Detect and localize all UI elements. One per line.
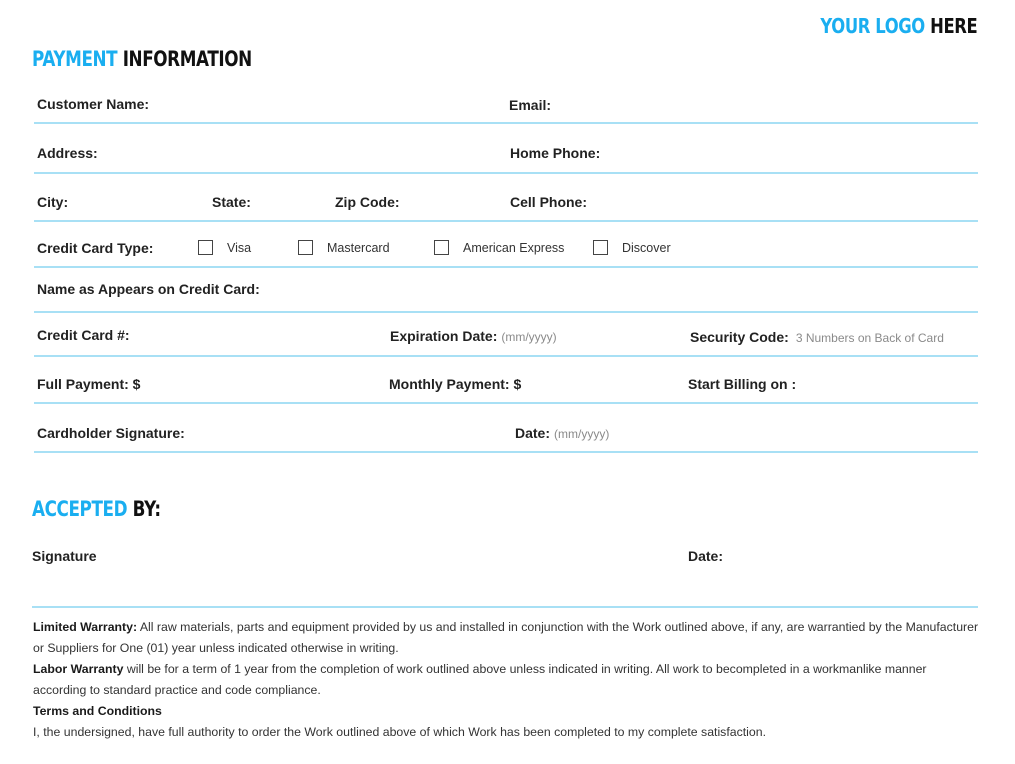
labor-warranty-title: Labor Warranty <box>33 662 124 676</box>
expiration-date-field[interactable] <box>390 328 557 344</box>
accepted-by-title <box>32 497 161 521</box>
labor-warranty-text: will be for a term of 1 year from the completion of work outlined above unless indicated in writing. All work to becompleted in a workmanlike manner according to standard practice and code compliance. <box>33 662 927 697</box>
start-billing-field[interactable]: Start Billing on : <box>688 376 797 392</box>
security-code-hint: 3 Numbers on Back of Card <box>795 331 944 345</box>
checkbox-discover[interactable] <box>593 240 608 255</box>
terms-title <box>33 701 983 722</box>
accepted-signature-field[interactable]: Signature <box>32 548 97 564</box>
city-field[interactable]: City: <box>37 194 69 210</box>
limited-warranty-paragraph <box>33 617 983 659</box>
name-on-card-field[interactable]: Name as Appears on Credit Card: <box>37 281 260 297</box>
checkbox-mastercard[interactable] <box>298 240 313 255</box>
credit-card-number-field[interactable]: Credit Card #: <box>37 327 130 343</box>
email-field[interactable]: Email: <box>509 97 552 113</box>
title-rest: INFORMATION <box>122 47 252 71</box>
divider <box>34 311 978 313</box>
labor-warranty-paragraph <box>33 659 983 701</box>
card-type-mastercard[interactable] <box>298 240 390 255</box>
security-code-label: Security Code: <box>690 329 789 345</box>
card-type-american-express[interactable] <box>434 240 564 255</box>
date-label: Date: <box>515 425 551 441</box>
monthly-payment-field[interactable]: Monthly Payment: $ <box>389 376 522 392</box>
cell-phone-field[interactable]: Cell Phone: <box>510 194 588 210</box>
terms-block <box>33 617 983 743</box>
limited-warranty-title: Limited Warranty: <box>33 620 138 634</box>
payment-information-title <box>32 47 252 71</box>
credit-card-type-label: Credit Card Type: <box>37 240 154 256</box>
title-rest: BY: <box>132 497 161 521</box>
divider <box>34 122 978 124</box>
expiration-date-hint: (mm/yyyy) <box>501 330 557 344</box>
checkbox-label: American Express <box>463 240 565 255</box>
divider <box>34 220 978 222</box>
checkbox-label: Mastercard <box>327 240 390 255</box>
address-field[interactable]: Address: <box>37 145 98 161</box>
divider <box>32 606 978 608</box>
divider <box>34 402 978 404</box>
divider <box>34 451 978 453</box>
security-code-field[interactable] <box>690 329 944 345</box>
logo-text-dark: HERE <box>929 14 977 38</box>
expiration-date-label: Expiration Date: <box>390 328 498 344</box>
company-logo <box>820 14 977 38</box>
customer-name-field[interactable]: Customer Name: <box>37 96 150 112</box>
title-accent: PAYMENT <box>32 47 118 71</box>
accepted-date-field[interactable]: Date: <box>688 548 724 564</box>
card-type-visa[interactable] <box>198 240 251 255</box>
full-payment-field[interactable]: Full Payment: $ <box>37 376 141 392</box>
logo-text-accent: YOUR LOGO <box>820 14 925 38</box>
signature-date-field[interactable] <box>515 425 609 441</box>
terms-text: I, the undersigned, have full authority to order the Work outlined above of which Work has been completed to my complete satisfaction. <box>33 725 766 739</box>
zip-code-field[interactable]: Zip Code: <box>335 194 400 210</box>
divider <box>34 266 978 268</box>
card-type-discover[interactable] <box>593 240 671 255</box>
checkbox-label: Visa <box>227 240 252 255</box>
cardholder-signature-field[interactable]: Cardholder Signature: <box>37 425 185 441</box>
terms-title-text: Terms and Conditions <box>33 704 162 718</box>
title-accent: ACCEPTED <box>32 497 128 521</box>
checkbox-label: Discover <box>622 240 671 255</box>
checkbox-american-express[interactable] <box>434 240 449 255</box>
divider <box>34 355 978 357</box>
state-field[interactable]: State: <box>212 194 251 210</box>
divider <box>34 172 978 174</box>
limited-warranty-text: All raw materials, parts and equipment provided by us and installed in conjunction with the Work outlined above, if any, are warrantied by the Manufacturer or Suppliers for One (01) year unless indicated otherwise in writing. <box>33 620 979 655</box>
date-hint: (mm/yyyy) <box>554 427 610 441</box>
checkbox-visa[interactable] <box>198 240 213 255</box>
home-phone-field[interactable]: Home Phone: <box>510 145 601 161</box>
